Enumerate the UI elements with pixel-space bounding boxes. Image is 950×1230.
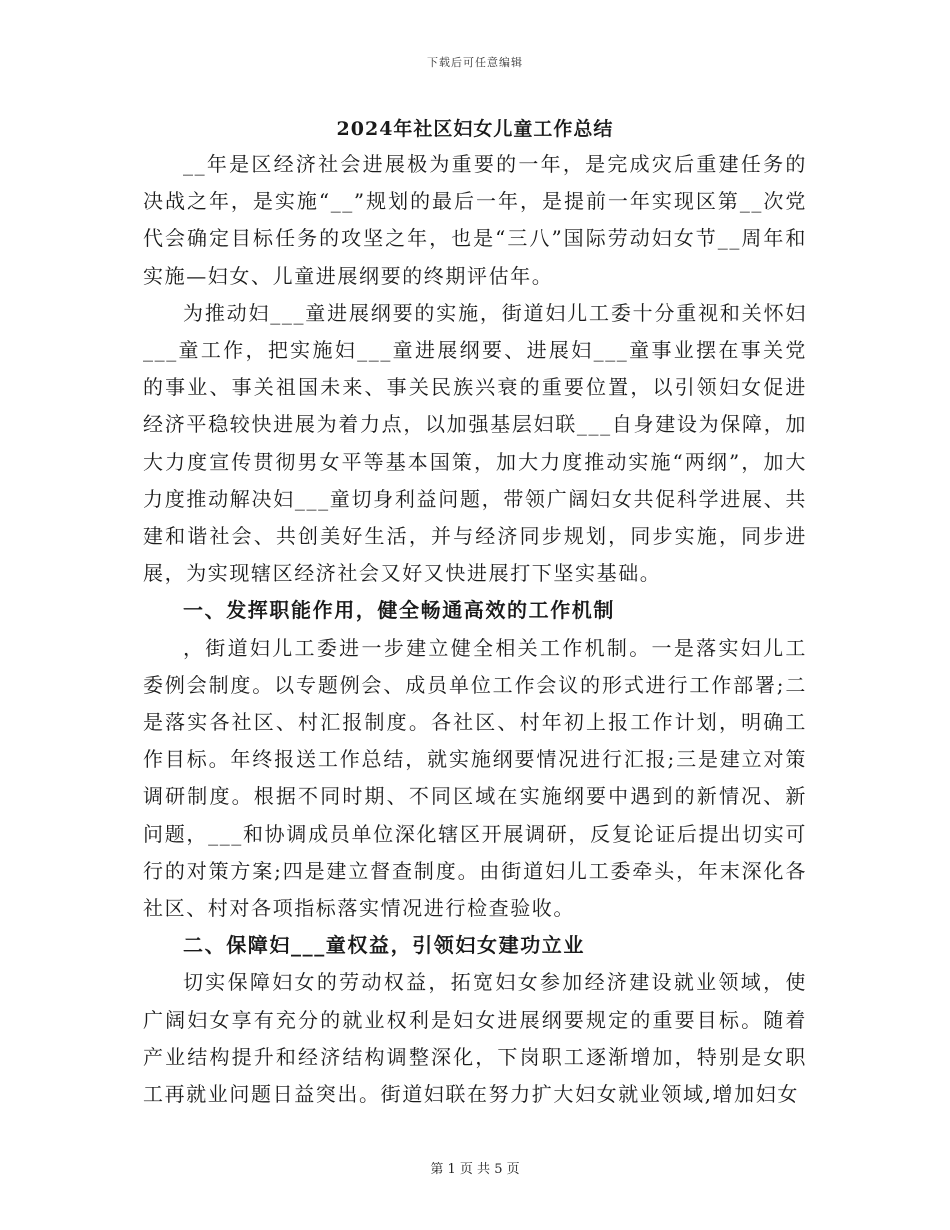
paragraph-section-2: 切实保障妇女的劳动权益，拓宽妇女参加经济建设就业领域，使广阔妇女享有充分的就业权利是妇女进展纲要规定的重要目标。随着产业结构提升和经济结构调整深化，下岗职工逐渐增加，特别是女职工再就业问题日益突出。街道妇联在努力扩大妇女就业领域,增加妇女 xyxy=(143,970,807,1107)
paragraph-section-1: ，街道妇儿工委进一步建立健全相关工作机制。一是落实妇儿工委例会制度。以专题例会、成员单位工作会议的形式进行工作部署;二是落实各社区、村汇报制度。各社区、村年初上报工作计划，明确工作目标。年终报送工作总结，就实施纲要情况进行汇报;三是建立对策调研制度。根据不同时期、不同区域在实施纲要中遇到的新情况、新问题，___和协调成员单位深化辖区开展调研，反复论证后提出切实可行的对策方案;四是建立督查制度。由街道妇儿工委牵头，年末深化各社区、村对各项指标落实情况进行检查验收。 xyxy=(143,635,807,921)
header-note: 下载后可任意编辑 xyxy=(427,56,523,69)
document-title: 2024年社区妇女儿童工作总结 xyxy=(336,118,614,140)
section-heading-2: 二、保障妇___童权益，引领妇女建功立业 xyxy=(183,933,585,958)
section-heading-1: 一、发挥职能作用，健全畅通高效的工作机制 xyxy=(183,598,615,623)
page-number: 第 1 页 共 5 页 xyxy=(430,1162,520,1177)
paragraph-overview: 为推动妇___童进展纲要的实施，街道妇儿工委十分重视和关怀妇___童工作，把实施妇___童进展纲要、进展妇___童事业摆在事关党的事业、事关祖国未来、事关民族兴衰的重要位置，以引领妇女促进经济平稳较快进展为着力点，以加强基层妇联___自身建设为保障，加大力度宣传贯彻男女平等基本国策，加大力度推动实施“两纲”，加大力度推动解决妇___童切身利益问题，带领广阔妇女共促科学进展、共建和谐社会、共创美好生活，并与经济同步规划，同步实施，同步进展，为实现辖区经济社会又好又快进展打下坚实基础。 xyxy=(143,300,807,586)
paragraph-intro: __年是区经济社会进展极为重要的一年，是完成灾后重建任务的决战之年，是实施“__”规划的最后一年，是提前一年实现区第__次党代会确定目标任务的攻坚之年，也是“三八”国际劳动妇女节__周年和实施—妇女、儿童进展纲要的终期评估年。 xyxy=(143,152,807,288)
document-body xyxy=(143,146,807,1113)
